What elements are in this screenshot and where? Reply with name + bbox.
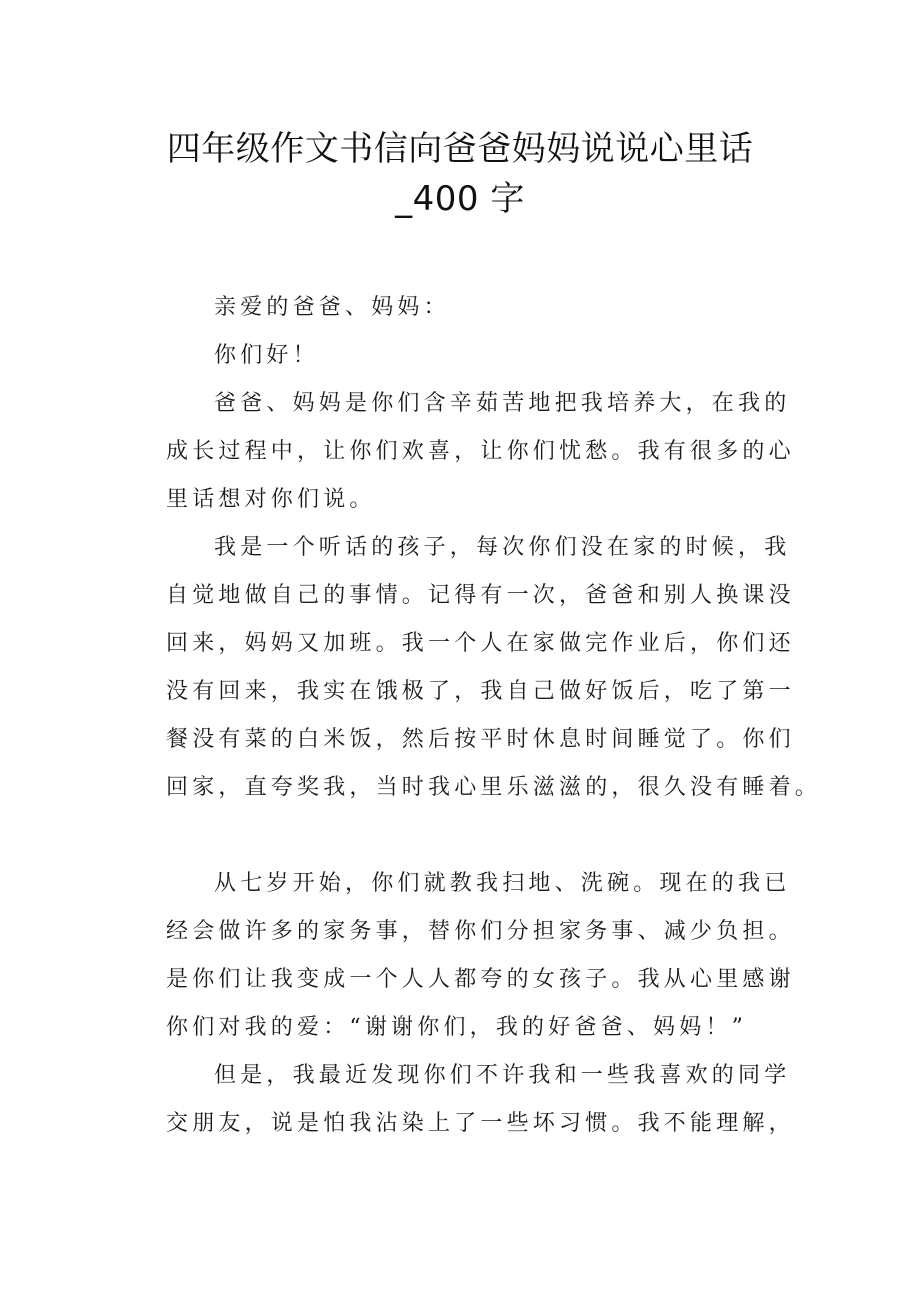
greeting: 你们好！	[214, 343, 319, 368]
paragraph-line: 回家，直夸奖我，当时我心里乐滋滋的，很久没有睡着。	[166, 775, 822, 800]
paragraph-line: 没有回来，我实在饿极了，我自己做好饭后，吃了第一	[166, 679, 795, 704]
title-line-1: 四年级作文书信向爸爸妈妈说说心里话	[166, 129, 754, 169]
paragraph-line: 回来，妈妈又加班。我一个人在家做完作业后，你们还	[166, 631, 795, 656]
paragraph-line: 爸爸、妈妈是你们含辛茹苦地把我培养大，在我的	[214, 391, 791, 416]
paragraph-line: 自觉地做自己的事情。记得有一次，爸爸和别人换课没	[166, 583, 795, 608]
paragraph-line: 但是，我最近发现你们不许我和一些我喜欢的同学	[214, 1063, 791, 1088]
salutation: 亲爱的爸爸、妈妈：	[214, 295, 450, 320]
paragraph-line: 成长过程中，让你们欢喜，让你们忧愁。我有很多的心	[166, 439, 795, 464]
document-title	[140, 124, 780, 224]
letter-body	[166, 284, 822, 1148]
paragraph-line: 你们对我的爱：“谢谢你们，我的好爸爸、妈妈！”	[166, 1015, 748, 1040]
paragraph-line: 交朋友，说是怕我沾染上了一些坏习惯。我不能理解，	[166, 1111, 795, 1136]
paragraph-gap	[166, 812, 766, 860]
paragraph-line: 经会做许多的家务事，替你们分担家务事、减少负担。	[166, 919, 795, 944]
paragraph-line: 我是一个听话的孩子，每次你们没在家的时候，我	[214, 535, 791, 560]
paragraph-line: 是你们让我变成一个人人都夸的女孩子。我从心里感谢	[166, 967, 795, 992]
paragraph-line: 从七岁开始，你们就教我扫地、洗碗。现在的我已	[214, 871, 791, 896]
paragraph-line: 餐没有菜的白米饭，然后按平时休息时间睡觉了。你们	[166, 727, 795, 752]
title-line-2: _400 字	[395, 179, 525, 219]
paragraph-line: 里话想对你们说。	[166, 487, 376, 512]
